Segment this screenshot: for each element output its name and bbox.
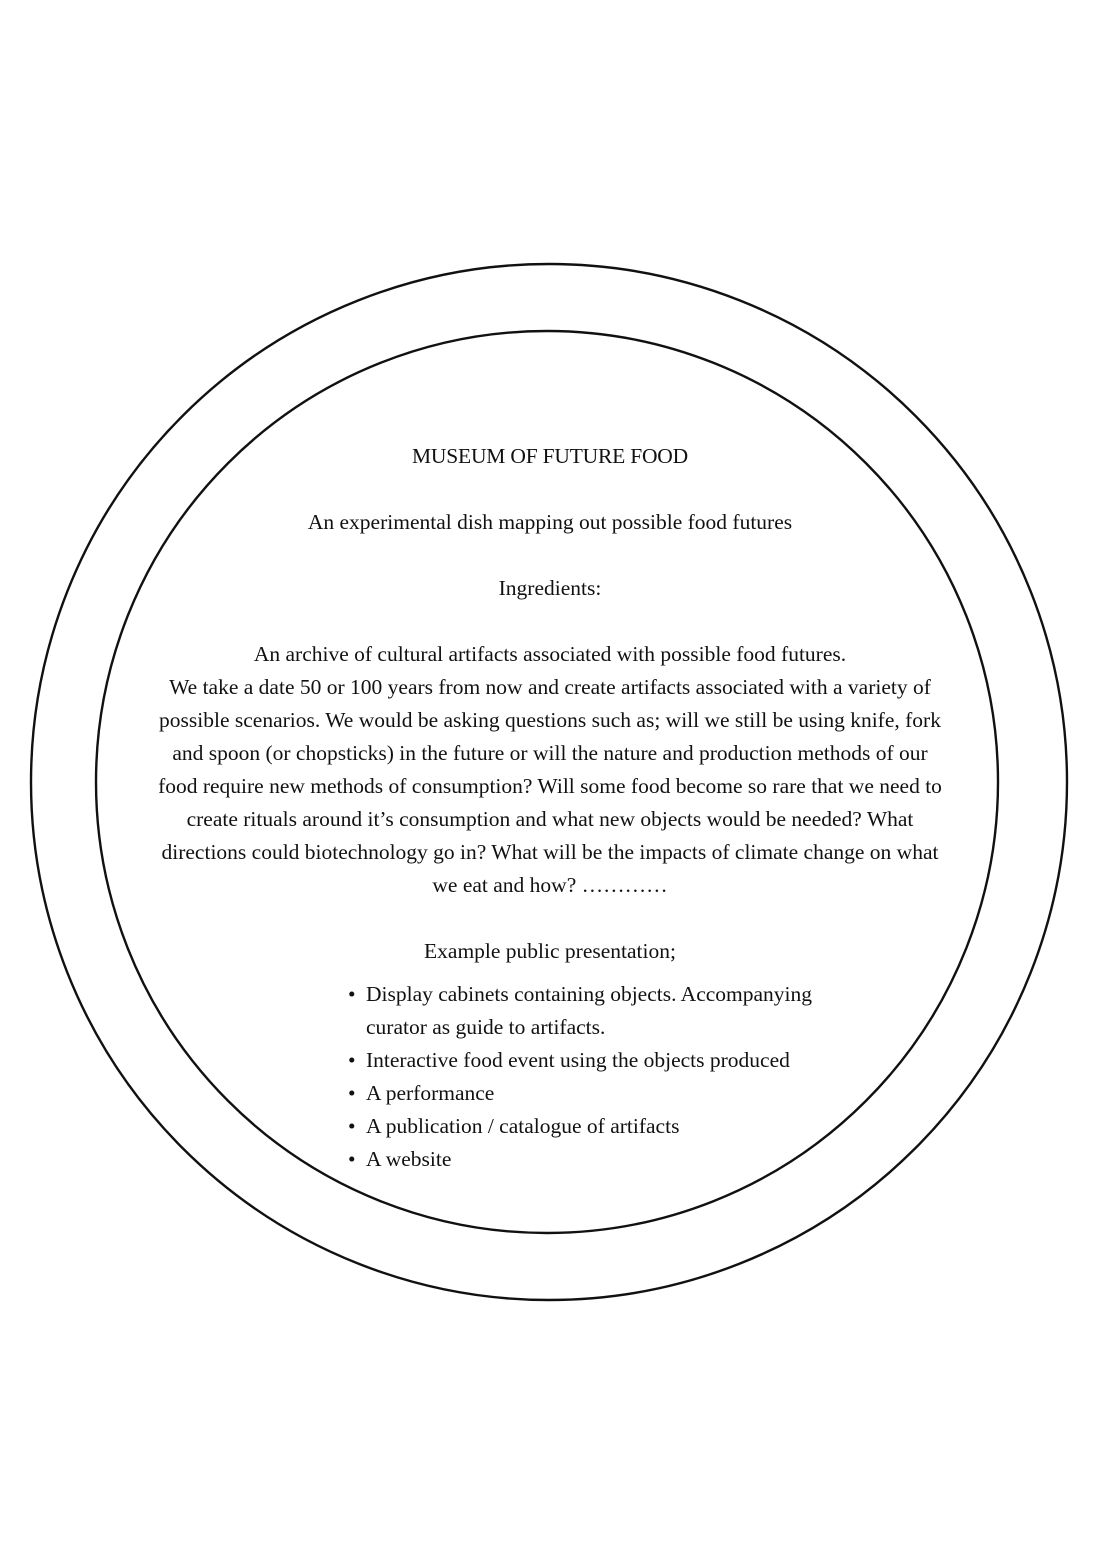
list-item-text: A publication / catalogue of artifacts <box>366 1114 680 1138</box>
presentation-heading: Example public presentation; <box>424 939 676 963</box>
list-item <box>348 1143 848 1176</box>
presentation-list <box>348 978 848 1176</box>
bullet-icon: • <box>348 1081 356 1105</box>
list-item-text: Interactive food event using the objects produced <box>366 1048 790 1072</box>
list-item-text: A website <box>366 1147 452 1171</box>
bullet-icon: • <box>348 982 356 1006</box>
ingredients-heading: Ingredients: <box>498 576 602 600</box>
description-paragraph: We take a date 50 or 100 years from now and create artifacts associated with a variety of possible scenarios. We would be asking questions such as; will we still be using knife, fork and spoon (or chopsticks) in the future or will the nature and production methods of our food require new methods of consumption? Will some food become so rare that we need to create rituals around it’s consumption and what new objects would be needed? What directions could biotechnology go in? What will be the impacts of climate change on what we eat and how? ………… <box>158 675 942 897</box>
list-item <box>348 1044 848 1077</box>
list-item <box>348 1077 848 1110</box>
archive-line: An archive of cultural artifacts associated with possible food futures. <box>253 642 847 666</box>
bullet-icon: • <box>348 1114 356 1138</box>
page-subtitle: An experimental dish mapping out possible food futures <box>307 510 793 534</box>
list-item <box>348 978 848 1044</box>
list-item <box>348 1110 848 1143</box>
bullet-icon: • <box>348 1048 356 1072</box>
list-item-text: Display cabinets containing objects. Accompanying curator as guide to artifacts. <box>366 982 813 1039</box>
page-title: MUSEUM OF FUTURE FOOD <box>412 444 688 468</box>
bullet-icon: • <box>348 1147 356 1171</box>
list-item-text: A performance <box>366 1081 495 1105</box>
plate-text <box>150 440 950 1171</box>
